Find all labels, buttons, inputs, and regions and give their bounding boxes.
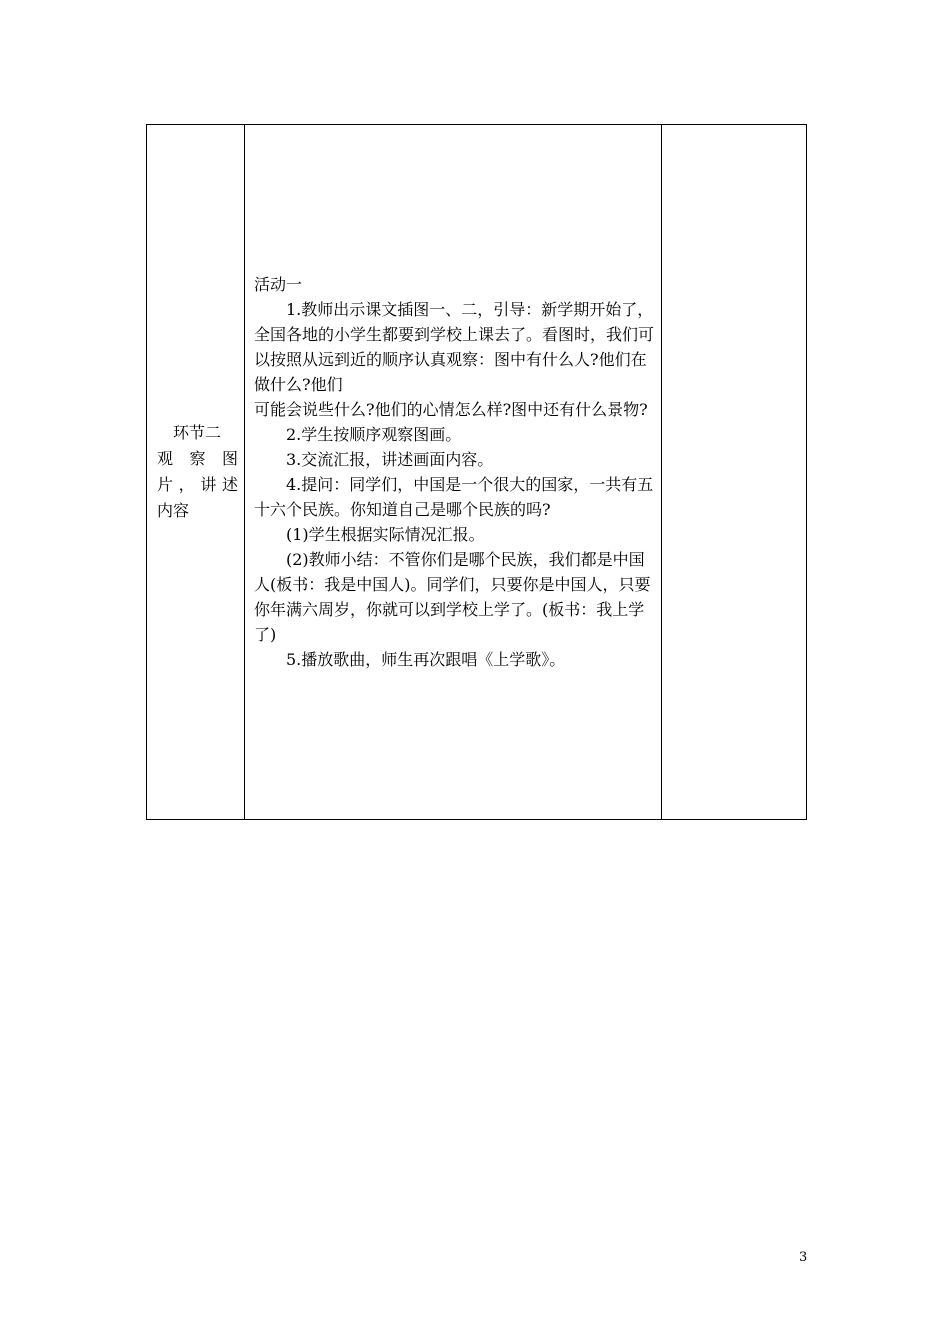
page-number: 3: [799, 1250, 808, 1265]
stage-line-1: 环节二: [173, 423, 222, 442]
activity-step-1-continued: 可能会说些什么?他们的心情怎么样?图中还有什么景物?: [254, 400, 648, 419]
activity-step-1: 1.教师出示课文插图一、二，引导：新学期开始了，全国各地的小学生都要到学校上课去了。看图时，我们可以按照从远到近的顺序认真观察：图中有什么人?他们在做什么?他们: [254, 300, 655, 394]
stage-cell: [147, 125, 245, 820]
content-cell: [245, 125, 662, 820]
activity-step-5: 5.播放歌曲，师生再次跟唱《上学歌》。: [286, 650, 566, 669]
activity-heading: 活动一: [254, 275, 303, 294]
activity-step-3: 3.交流汇报，讲述画面内容。: [286, 450, 494, 469]
activity-step-4-1: (1)学生根据实际情况汇报。: [286, 525, 485, 544]
activity-step-2: 2.学生按顺序观察图画。: [286, 425, 462, 444]
notes-cell: [662, 125, 807, 820]
activity-content: [245, 272, 661, 672]
stage-line-4: 内容: [157, 501, 190, 520]
stage-line-3: 片，讲述: [157, 475, 238, 494]
table-row: [147, 125, 807, 820]
activity-step-4: 4.提问：同学们，中国是一个很大的国家，一共有五十六个民族。你知道自己是哪个民族的吗?: [254, 475, 654, 519]
stage-line-2: 观 察 图: [157, 449, 238, 468]
stage-label: [147, 420, 244, 524]
lesson-plan-table: [146, 124, 807, 820]
activity-step-4-2: (2)教师小结：不管你们是哪个民族，我们都是中国人(板书：我是中国人)。同学们，只要你是中国人，只要你年满六周岁，你就可以到学校上学了。(板书：我上学了): [254, 550, 651, 644]
